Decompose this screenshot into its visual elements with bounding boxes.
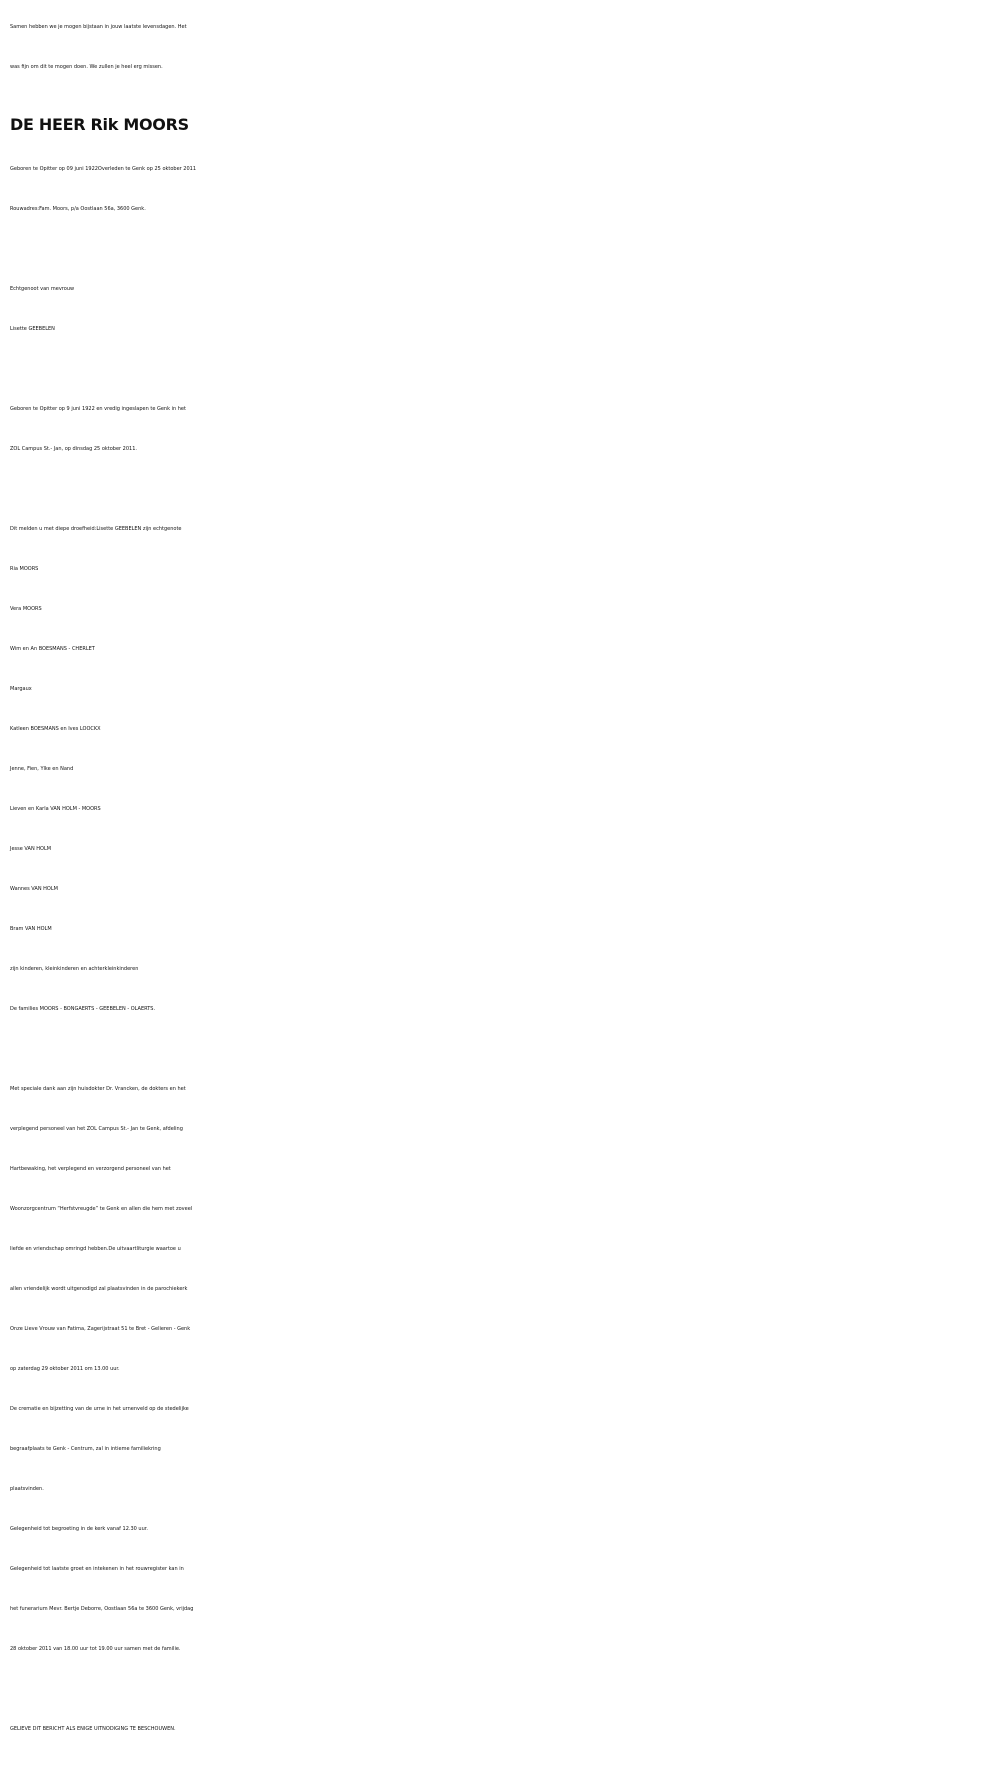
spacer xyxy=(10,1029,990,1069)
details-line: plaatsvinden. xyxy=(10,1486,44,1492)
intro-line: Samen hebben we je mogen bijstaan in jouw laatste levensdagen. Het xyxy=(10,24,187,30)
family-line: Jenne, Fien, Ylke en Nand xyxy=(10,766,74,772)
details-line: op zaterdag 29 oktober 2011 om 13.00 uur. xyxy=(10,1366,120,1372)
family-line: Katleen BOESMANS en Ives LOOCKX xyxy=(10,726,101,732)
family-line: Margaux xyxy=(10,686,32,692)
birth-death-paragraph xyxy=(10,389,990,469)
spacer xyxy=(10,1669,990,1709)
birth-death-line: ZOL Campus St.- Jan, op dinsdag 25 oktober 2011. xyxy=(10,446,137,452)
spacer xyxy=(10,229,990,269)
details-line: Woonzorgcentrum “Herfstvreugde” te Genk en allen die hem met zoveel xyxy=(10,1206,193,1212)
spacer xyxy=(10,349,990,389)
details-line: Gelegenheid tot laatste groet en intekenen in het rouwregister kan in xyxy=(10,1566,184,1572)
family-line: Wannes VAN HOLM xyxy=(10,886,58,892)
family-line: Dit melden u met diepe droefheid:Lisette GEEBELEN zijn echtgenote xyxy=(10,526,182,532)
details-line: het funerarium Mevr. Bertje Deborre, Oostlaan 56a te 3600 Genk, vrijdag xyxy=(10,1606,194,1612)
spouse-line: Echtgenoot van mevrouw xyxy=(10,286,75,292)
details-line: allen vriendelijk wordt uitgenodigd zal plaatsvinden in de parochiekerk xyxy=(10,1286,188,1292)
details-line: 28 oktober 2011 van 18.00 uur tot 19.00 uur samen met de familie. xyxy=(10,1646,181,1652)
spouse-block xyxy=(10,269,990,349)
spouse-line: Lisette GEEBELEN xyxy=(10,326,55,332)
family-line: Ria MOORS xyxy=(10,566,39,572)
family-line: De families MOORS - BONGAERTS - GEEBELEN - OLAERTS. xyxy=(10,1006,156,1012)
header-info xyxy=(10,149,990,229)
details-line: Met speciale dank aan zijn huisdokter Dr. Vrancken, de dokters en het xyxy=(10,1086,186,1092)
intro-paragraph xyxy=(10,7,990,87)
family-list xyxy=(10,509,990,1029)
family-line: Lieven en Karla VAN HOLM - MOORS xyxy=(10,806,101,812)
family-line: Vera MOORS xyxy=(10,606,42,612)
birth-death-summary: Geboren te Opitter op 09 juni 1922Overleden te Genk op 25 oktober 2011 xyxy=(10,166,197,172)
details-line: Hartbewaking, het verplegend en verzorgend personeel van het xyxy=(10,1166,171,1172)
details-line: verplegend personeel van het ZOL Campus St.- Jan te Genk, afdeling xyxy=(10,1126,183,1132)
deceased-name-title: DE HEER Rik MOORS xyxy=(10,115,189,134)
mourning-address: Rouwadres:Fam. Moors, p/a Oostlaan 56a, 3600 Genk. xyxy=(10,206,146,212)
details-line: begraafplaats te Genk - Centrum, zal in intieme familiekring xyxy=(10,1446,161,1452)
spacer xyxy=(10,469,990,509)
family-line: Bram VAN HOLM xyxy=(10,926,52,932)
birth-death-line: Geboren te Opitter op 9 juni 1922 en vredig ingeslapen te Genk in het xyxy=(10,406,186,412)
intro-line: was fijn om dit te mogen doen. We zullen je heel erg missen. xyxy=(10,64,163,70)
details-paragraph xyxy=(10,1069,990,1669)
details-line: De crematie en bijzetting van de urne in het urnenveld op de stedelijke xyxy=(10,1406,189,1412)
family-line: Wim en An BOESMANS - CHERLET xyxy=(10,646,95,652)
details-line: Gelegenheid tot begroeting in de kerk vanaf 12.30 uur. xyxy=(10,1526,148,1532)
details-line: liefde en vriendschap omringd hebben.De uitvaartliturgie waartoe u xyxy=(10,1246,181,1252)
closing-notice: GELIEVE DIT BERICHT ALS ENIGE UITNODIGING TE BESCHOUWEN. xyxy=(10,1726,176,1732)
family-line: zijn kinderen, kleinkinderen en achterkleinkinderen xyxy=(10,966,139,972)
details-line: Onze Lieve Vrouw van Fatima, Zagerijstraat 51 te Bret - Gelieren - Genk xyxy=(10,1326,191,1332)
family-line: Jesse VAN HOLM xyxy=(10,846,52,852)
